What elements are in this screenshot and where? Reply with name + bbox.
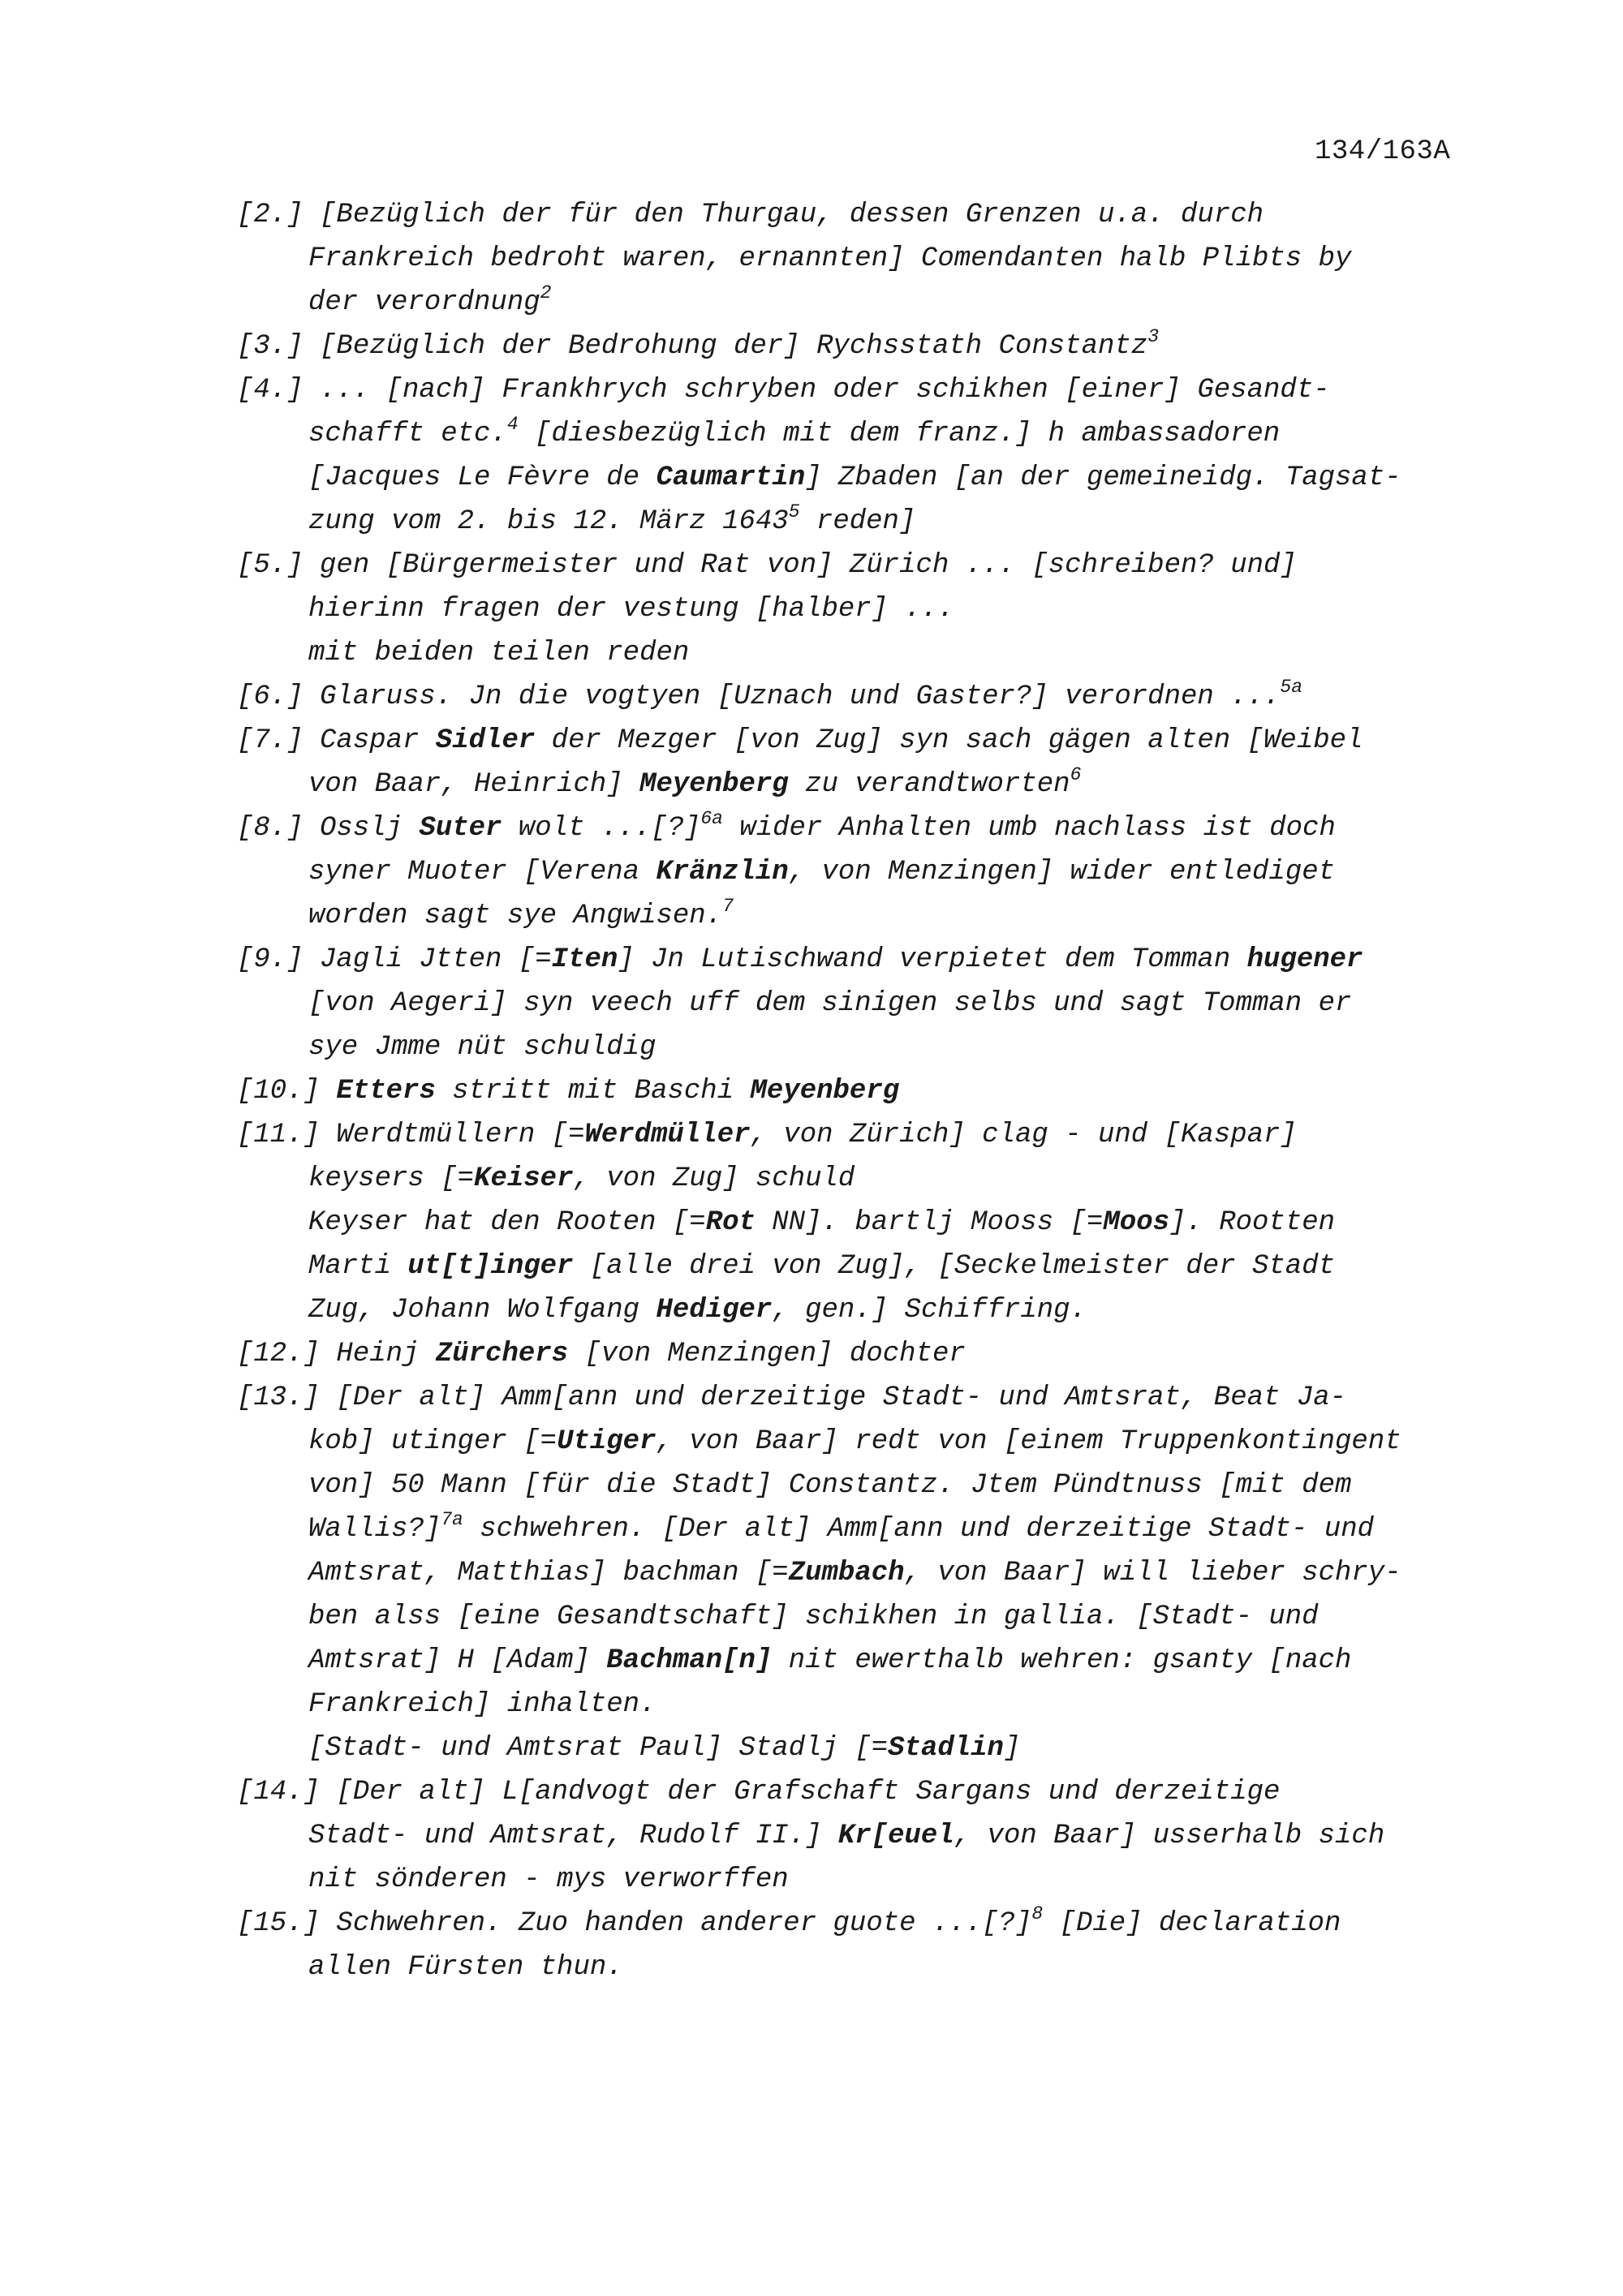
text-line [273,281,1487,325]
person-name: ut[t]inger [407,1251,574,1282]
text-segment: ] Jn Lutischwand verpietet dem Tomman [618,944,1247,975]
person-name: hugener [1246,944,1363,975]
footnote-marker: 2 [540,282,552,303]
text-segment: Frankreich bedroht waren, ernannten] Comendanten halb Plibts by [308,243,1352,274]
text-line [273,1595,1487,1639]
footnote-marker: 4 [506,414,519,435]
person-name: Rot [705,1207,756,1238]
footnote-marker: 6 [1070,764,1082,785]
text-segment: zu verandtworten [788,769,1070,800]
person-name: Etters [336,1076,436,1107]
text-segment: worden sagt sye Angwisen. [308,901,723,931]
text-segment: Wallis?] [308,1514,441,1545]
text-segment: Amtsrat] H [Adam] [308,1645,607,1676]
text-line [237,806,1487,850]
person-name: Meyenberg [750,1076,900,1107]
text-line [237,938,1487,982]
text-segment: [14.] [Der alt] L[andvogt der Grafschaft Sargans und derzeitige [237,1777,1281,1808]
person-name: Moos [1103,1207,1170,1238]
text-segment: [12.] Heinj [237,1339,436,1369]
text-segment: [3.] [Bezüglich der Bedrohung der] Rychsstath Constantz [237,331,1148,362]
person-name: Werdmüller [584,1120,751,1150]
text-segment: allen Fürsten thun. [308,1952,623,1983]
text-segment: , von Zürich] clag - und [Kaspar] [750,1120,1297,1150]
person-name: Suter [419,813,502,844]
text-segment: reden] [799,506,916,537]
text-line [237,1376,1487,1420]
text-line [273,1288,1487,1332]
text-segment: [von Aegeri] syn veech uff dem sinigen selbs und sagt Tomman er [308,988,1352,1019]
person-name: Sidler [435,725,536,756]
text-segment: ]. Rootten [1169,1207,1336,1238]
person-name: Kr[euel [837,1821,954,1851]
text-segment: zung vom 2. bis 12. März 1643 [308,506,789,537]
text-segment: [Stadt- und Amtsrat Paul] Stadlj [= [308,1733,889,1764]
list-item [237,1113,1487,1332]
person-name: Kränzlin [656,857,789,888]
list-item [237,1069,1487,1113]
text-line [237,1069,1487,1113]
text-segment: NN]. bartlj Mooss [= [755,1207,1104,1238]
text-line [273,1551,1487,1595]
text-segment: [9.] Jagli Jtten [= [237,944,552,975]
list-item [237,719,1487,806]
person-name: Keiser [474,1163,574,1194]
text-line [273,1726,1487,1770]
text-line [273,500,1487,544]
footnote-marker: 6a [700,808,723,829]
text-segment: [von Menzingen] dochter [568,1339,966,1369]
footnote-marker: 8 [1031,1903,1044,1924]
text-segment: schafft etc. [308,419,507,449]
person-name: Stadlin [888,1733,1004,1764]
page-number: 134/163A [1315,136,1451,167]
text-line [273,894,1487,938]
footnote-marker: 3 [1147,326,1159,347]
text-segment: , von Menzingen] wider entlediget [788,857,1336,888]
entry-list [237,193,1487,1989]
text-line [237,675,1487,719]
person-name: Zumbach [788,1558,905,1589]
list-item [237,544,1487,675]
person-name: Utiger [557,1426,657,1457]
list-item [237,193,1487,325]
text-line [273,1245,1487,1288]
list-item [237,325,1487,368]
list-item [237,1902,1487,1989]
text-line [237,1113,1487,1157]
text-segment: [4.] ... [nach] Frankhrych schryben oder schikhen [einer] Gesandt- [237,375,1330,406]
text-line [273,1025,1487,1069]
text-line [237,368,1487,412]
text-line [237,193,1487,237]
text-line [237,1332,1487,1376]
text-line [273,1683,1487,1726]
text-segment: Keyser hat den Rooten [= [308,1207,706,1238]
text-line [237,325,1487,368]
text-segment: Frankreich] inhalten. [308,1689,657,1720]
text-line [273,1639,1487,1683]
person-name: Caumartin [656,462,806,493]
list-item [237,675,1487,719]
list-item [237,806,1487,938]
text-segment: [5.] gen [Bürgermeister und Rat von] Zürich ... [schreiben? und] [237,550,1297,581]
list-item [237,938,1487,1069]
text-segment: nit ewerthalb wehren: gsanty [nach [772,1645,1352,1676]
text-segment: ] [1003,1733,1021,1764]
text-segment: syner Muoter [Verena [308,857,657,888]
text-line [237,719,1487,763]
text-segment: keysers [= [308,1163,475,1194]
text-line [273,1946,1487,1989]
text-line [273,1420,1487,1464]
text-segment: stritt mit Baschi [435,1076,751,1107]
text-segment: [10.] [237,1076,337,1107]
text-segment: [6.] Glaruss. Jn die vogtyen [Uznach und Gaster?] verordnen ... [237,681,1281,712]
text-line [273,631,1487,675]
text-line [273,1464,1487,1507]
text-segment: [alle drei von Zug], [Seckelmeister der Stadt [573,1251,1336,1282]
text-segment: der Mezger [von Zug] syn sach gägen alten [Weibel [535,725,1363,756]
text-segment: sye Jmme nüt schuldig [308,1032,657,1063]
text-line [237,544,1487,587]
text-segment: der verordnung [308,287,540,318]
text-segment: Amtsrat, Matthias] bachman [= [308,1558,789,1589]
person-name: Bachman[n] [606,1645,773,1676]
text-segment: [7.] Caspar [237,725,436,756]
text-segment: , gen.] Schiffring. [772,1295,1087,1326]
person-name: Zürchers [435,1339,569,1369]
text-segment: [Die] declaration [1043,1908,1341,1939]
text-line [273,237,1487,281]
text-segment: von] 50 Mann [für die Stadt] Constantz. Jtem Pündtnuss [mit dem [308,1470,1352,1501]
text-segment: [11.] Werdtmüllern [= [237,1120,585,1150]
text-segment: , von Baar] will lieber schry- [904,1558,1401,1589]
text-segment: Stadt- und Amtsrat, Rudolf II.] [308,1821,838,1851]
text-line [273,1814,1487,1858]
text-segment: kob] utinger [= [308,1426,558,1457]
text-segment: Zug, Johann Wolfgang [308,1295,657,1326]
text-segment: [2.] [Bezüglich der für den Thurgau, dessen Grenzen u.a. durch [237,200,1264,230]
text-segment: von Baar, Heinrich] [308,769,640,800]
text-segment: nit sönderen - mys verworffen [308,1864,789,1895]
text-segment: ben alss [eine Gesandtschaft] schikhen in gallia. [Stadt- und [308,1602,1319,1632]
text-line [273,1858,1487,1902]
text-segment: , von Baar] redt von [einem Truppenkontingent [656,1426,1401,1457]
list-item [237,368,1487,544]
text-segment: ] Zbaden [an der gemeineidg. Tagsat- [805,462,1401,493]
text-segment: wolt ...[?] [502,813,701,844]
text-segment: Marti [308,1251,408,1282]
footnote-marker: 5a [1280,677,1303,698]
person-name: Hediger [656,1295,773,1326]
text-segment: , von Zug] schuld [573,1163,855,1194]
text-line [273,456,1487,500]
text-segment: [Jacques Le Fèvre de [308,462,657,493]
text-segment: [15.] Schwehren. Zuo handen anderer guote ...[?] [237,1908,1032,1939]
text-segment: [8.] Osslj [237,813,420,844]
footnote-marker: 7a [441,1509,463,1530]
list-item [237,1770,1487,1902]
text-line [273,1507,1487,1551]
text-segment: [diesbezüglich mit dem franz.] h ambassadoren [518,419,1281,449]
list-item [237,1376,1487,1770]
text-line [273,1201,1487,1245]
text-line [273,982,1487,1025]
text-line [237,1770,1487,1814]
text-line [237,1902,1487,1946]
text-line [273,412,1487,456]
text-segment: hierinn fragen der vestung [halber] ... [308,594,954,625]
footnote-marker: 7 [722,896,734,917]
text-segment: [13.] [Der alt] Amm[ann und derzeitige Stadt- und Amtsrat, Beat Ja- [237,1382,1347,1413]
text-segment: wider Anhalten umb nachlass ist doch [722,813,1336,844]
text-segment: schwehren. [Der alt] Amm[ann und derzeitige Stadt- und [463,1514,1375,1545]
footnote-marker: 5 [788,501,800,522]
text-line [273,1157,1487,1201]
text-line [273,850,1487,894]
list-item [237,1332,1487,1376]
text-line [273,763,1487,806]
person-name: Iten [551,944,618,975]
person-name: Meyenberg [639,769,789,800]
text-segment: mit beiden teilen reden [308,638,690,669]
text-segment: , von Baar] usserhalb sich [954,1821,1385,1851]
text-line [273,587,1487,631]
